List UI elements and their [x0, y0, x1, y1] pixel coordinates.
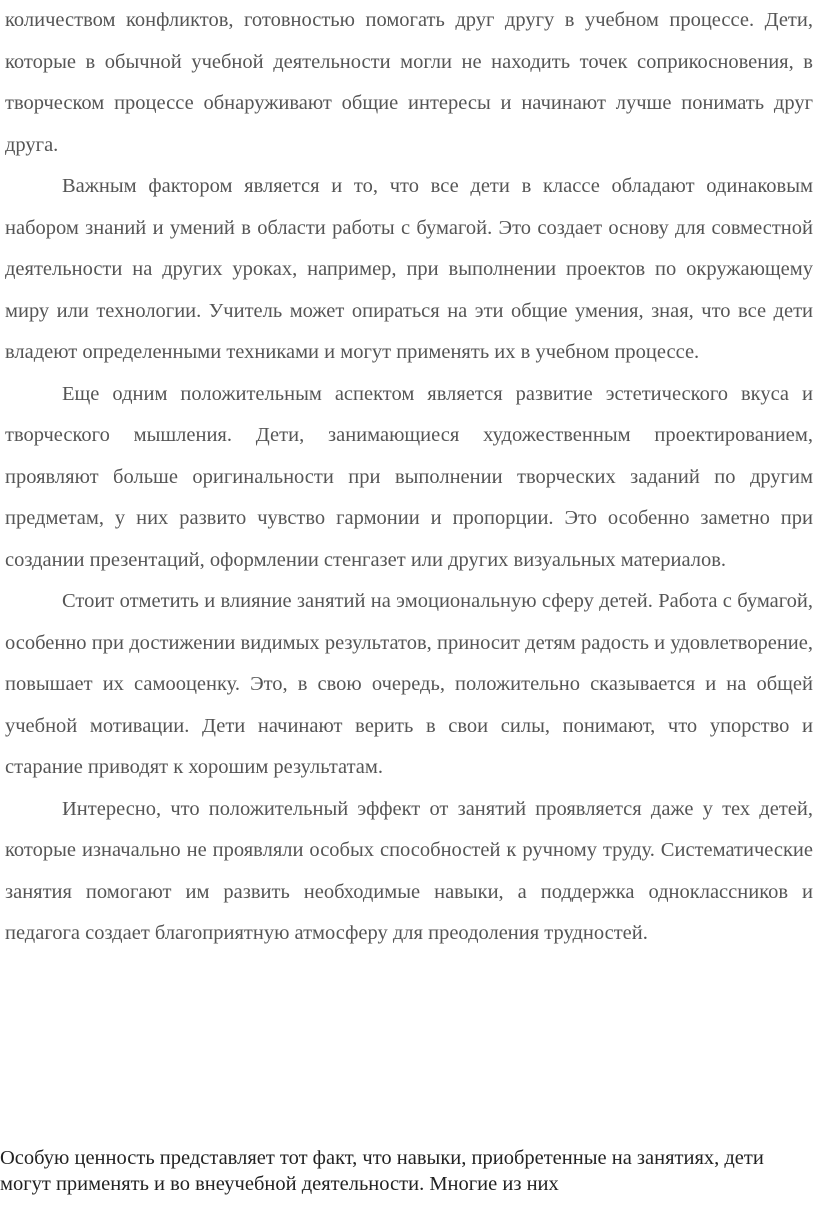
paragraph: Стоит отметить и влияние занятий на эмоциональную сферу детей. Работа с бумагой, особенно при достижении видимых результатов, приносит детям радость и удовлетворение, повышает их самооценку. Это, в свою очередь, положительно сказывается и на общей учебной мотивации. Дети начинают верить в свои силы, понимают, что упорство и старание приводят к хорошим результатам. — [5, 590, 813, 778]
document-body — [5, 0, 813, 955]
paragraph-trailing: Особую ценность представляет тот факт, что навыки, приобретенные на занятиях, дети могут применять и во внеучебной деятельности. Многие из них — [0, 1147, 764, 1195]
paragraph-continuation: количеством конфликтов, готовностью помогать друг другу в учебном процессе. Дети, которые в обычной учебной деятельности могли не находить точек соприкосновения, в творческом процессе обнаруживают общие интересы и начинают лучше понимать друг друга. — [5, 9, 813, 156]
paragraph: Еще одним положительным аспектом является развитие эстетического вкуса и творческого мышления. Дети, занимающиеся художественным проектированием, проявляют больше оригинальности при выполнении творческих заданий по другим предметам, у них развито чувство гармонии и пропорции. Это особенно заметно при создании презентаций, оформлении стенгазет или других визуальных материалов. — [5, 382, 813, 571]
paragraph: Интересно, что положительный эффект от занятий проявляется даже у тех детей, которые изначально не проявляли особых способностей к ручному труду. Систематические занятия помогают им развить необходимые навыки, а поддержка одноклассников и педагога создает благоприятную атмосферу для преодоления трудностей. — [5, 797, 813, 944]
paragraph: Важным фактором является и то, что все дети в классе обладают одинаковым набором знаний и умений в области работы с бумагой. Это создает основу для совместной деятельности на других уроках, например, при выполнении проектов по окружающему миру или технологии. Учитель может опираться на эти общие умения, зная, что все дети владеют определенными техниками и могут применять их в учебном процессе. — [5, 175, 813, 363]
